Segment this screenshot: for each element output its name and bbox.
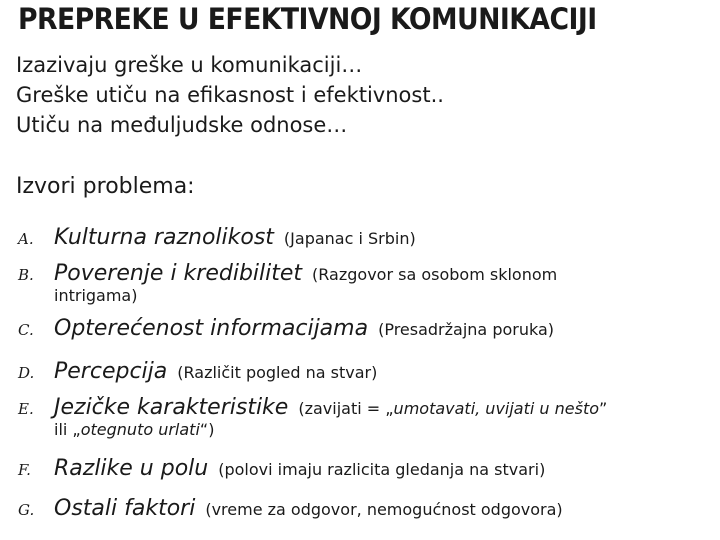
item-heading: Percepcija — [54, 359, 168, 384]
item-description: (Razgovor sa osobom sklonom — [312, 265, 558, 284]
list-item — [18, 359, 718, 384]
item-description: (polovi imaju razlicita gledanja na stvari) — [218, 460, 546, 479]
sources-heading: Izvori problema: — [16, 174, 195, 199]
item-heading: Razlike u polu — [54, 456, 209, 481]
item-heading: Kulturna raznolikost — [54, 225, 274, 250]
item-marker: D. — [18, 364, 35, 382]
list-item — [18, 316, 718, 341]
item-marker: F. — [18, 461, 31, 479]
list-item — [18, 395, 718, 440]
item-marker: G. — [18, 501, 35, 519]
item-marker: A. — [18, 230, 34, 248]
item-description-continuation: ili „otegnuto urlati“) — [54, 420, 215, 439]
list-item — [18, 225, 718, 250]
item-description: (zavijati = „umotavati, uvijati u nešto” — [298, 399, 608, 418]
slide-title: PREPREKE U EFEKTIVNOJ KOMUNIKACIJI — [18, 2, 597, 36]
intro-line: Greške utiču na efikasnost i efektivnost.. — [16, 83, 444, 107]
item-description: (Različit pogled na stvar) — [177, 363, 378, 382]
list-item — [18, 261, 718, 306]
list-item — [18, 496, 718, 521]
item-heading: Opterećenost informacijama — [54, 316, 369, 341]
item-marker: E. — [18, 400, 34, 418]
item-description-continuation: intrigama) — [54, 286, 138, 305]
item-heading: Poverenje i kredibilitet — [54, 261, 303, 286]
item-description: (Presadržajna poruka) — [378, 320, 555, 339]
item-heading: Jezičke karakteristike — [54, 395, 289, 420]
item-description: (Japanac i Srbin) — [283, 229, 416, 248]
item-marker: C. — [18, 321, 34, 339]
item-heading: Ostali faktori — [54, 496, 196, 521]
item-marker: B. — [18, 266, 34, 284]
list-item — [18, 456, 718, 481]
intro-list — [16, 50, 444, 140]
intro-line: Izazivaju greške u komunikaciji… — [16, 53, 363, 77]
intro-line: Utiču na međuljudske odnose… — [16, 113, 348, 137]
item-description: (vreme za odgovor, nemogućnost odgovora) — [205, 500, 563, 519]
